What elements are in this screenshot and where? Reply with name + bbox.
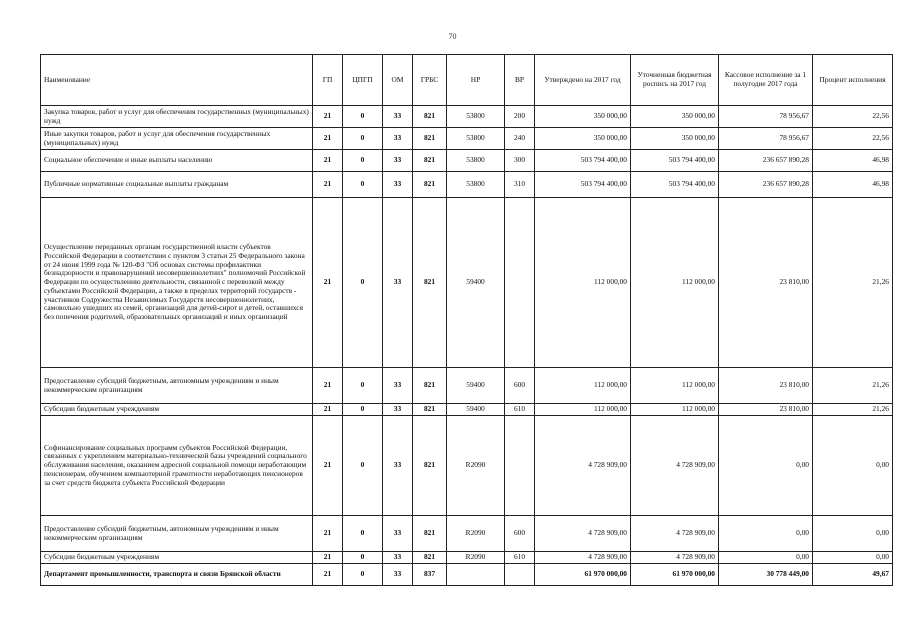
cell-grbs: 821 [413,404,447,416]
cell-approved: 4 728 909,00 [535,552,631,564]
cell-vr: 610 [505,552,535,564]
column-header-nr: НР [447,55,505,106]
cell-refined: 4 728 909,00 [631,416,719,516]
column-header-gp: ГП [313,55,343,106]
cell-approved: 350 000,00 [535,106,631,128]
cell-gp: 21 [313,516,343,552]
table-row [41,150,893,172]
cell-refined: 112 000,00 [631,198,719,368]
page-number: 70 [448,32,457,41]
cell-om: 33 [383,106,413,128]
table-row [41,106,893,128]
cell-om: 33 [383,172,413,198]
cell-om: 33 [383,416,413,516]
cell-cpgp: 0 [343,552,383,564]
cell-name: Социальное обеспечение и иные выплаты населению [41,150,313,172]
cell-percent: 49,67 [813,564,893,586]
cell-cash: 0,00 [719,516,813,552]
cell-vr: 310 [505,172,535,198]
cell-cpgp: 0 [343,416,383,516]
cell-grbs: 821 [413,150,447,172]
cell-gp: 21 [313,552,343,564]
cell-vr [505,416,535,516]
cell-nr: 59400 [447,368,505,404]
cell-refined: 350 000,00 [631,128,719,150]
cell-grbs: 821 [413,552,447,564]
cell-refined: 4 728 909,00 [631,516,719,552]
cell-vr: 600 [505,368,535,404]
column-header-cpgp: ЦПГП [343,55,383,106]
cell-name: Публичные нормативные социальные выплаты гражданам [41,172,313,198]
cell-cash: 23 810,00 [719,198,813,368]
cell-approved: 61 970 000,00 [535,564,631,586]
column-header-name: Наименование [41,55,313,106]
column-header-grbs: ГРБС [413,55,447,106]
cell-cpgp: 0 [343,368,383,404]
cell-cash: 236 657 890,28 [719,150,813,172]
cell-nr: 59400 [447,404,505,416]
cell-grbs: 821 [413,106,447,128]
cell-name: Предоставление субсидий бюджетным, автономным учреждениям и иным некоммерческим организациям [41,368,313,404]
cell-gp: 21 [313,416,343,516]
cell-refined: 112 000,00 [631,368,719,404]
cell-grbs: 821 [413,128,447,150]
table-row [41,368,893,404]
cell-nr: R2090 [447,516,505,552]
cell-om: 33 [383,564,413,586]
cell-nr: 53800 [447,106,505,128]
cell-vr: 200 [505,106,535,128]
budget-execution-table [40,54,893,586]
cell-gp: 21 [313,564,343,586]
column-header-approved: Утверждено на 2017 год [535,55,631,106]
cell-percent: 21,26 [813,198,893,368]
cell-approved: 350 000,00 [535,128,631,150]
cell-name: Субсидии бюджетным учреждениям [41,552,313,564]
cell-name: Софинансирование социальных программ субъектов Российской Федерации, связанных с укреплением материально-технической базы учреждений социального обслуживания населения, оказанием адресной социальной помощи неработающим пенсионерам, обучением компьютерной грамотности неработающих пенсионеров за счет средств бюджета субъекта Российской Федерации [41,416,313,516]
cell-cpgp: 0 [343,106,383,128]
cell-nr: R2090 [447,416,505,516]
cell-cash: 23 810,00 [719,368,813,404]
cell-name: Департамент промышленности, транспорта и связи Брянской области [41,564,313,586]
cell-cpgp: 0 [343,128,383,150]
cell-grbs: 821 [413,516,447,552]
table-row [41,198,893,368]
column-header-vr: ВР [505,55,535,106]
cell-vr [505,564,535,586]
cell-approved: 4 728 909,00 [535,416,631,516]
cell-cash: 236 657 890,28 [719,172,813,198]
cell-percent: 0,00 [813,416,893,516]
cell-gp: 21 [313,172,343,198]
cell-gp: 21 [313,198,343,368]
cell-nr: 53800 [447,172,505,198]
cell-approved: 503 794 400,00 [535,172,631,198]
cell-approved: 503 794 400,00 [535,150,631,172]
table-row [41,172,893,198]
cell-vr: 300 [505,150,535,172]
column-header-refined: Уточненная бюджетная роспись на 2017 год [631,55,719,106]
cell-refined: 112 000,00 [631,404,719,416]
cell-grbs: 821 [413,368,447,404]
cell-om: 33 [383,368,413,404]
cell-nr: 53800 [447,128,505,150]
column-header-percent: Процент исполнения [813,55,893,106]
cell-gp: 21 [313,128,343,150]
cell-cash: 30 778 449,00 [719,564,813,586]
cell-cash: 23 810,00 [719,404,813,416]
cell-grbs: 837 [413,564,447,586]
cell-cpgp: 0 [343,172,383,198]
table-row [41,404,893,416]
cell-percent: 46,98 [813,172,893,198]
cell-cash: 78 956,67 [719,128,813,150]
cell-refined: 61 970 000,00 [631,564,719,586]
cell-cpgp: 0 [343,198,383,368]
cell-cpgp: 0 [343,564,383,586]
table-header-row [41,55,893,106]
cell-om: 33 [383,552,413,564]
cell-cash: 0,00 [719,416,813,516]
cell-gp: 21 [313,368,343,404]
cell-gp: 21 [313,150,343,172]
cell-cpgp: 0 [343,150,383,172]
cell-approved: 112 000,00 [535,368,631,404]
cell-vr: 600 [505,516,535,552]
table-row [41,128,893,150]
cell-vr [505,198,535,368]
cell-gp: 21 [313,106,343,128]
cell-percent: 22,56 [813,128,893,150]
cell-vr: 240 [505,128,535,150]
cell-name: Осуществление переданных органам государственной власти субъектов Российской Федерации в соответствии с пунктом 3 статьи 25 Федерального закона от 24 июня 1999 года № 120-ФЗ "Об основах системы профилактики безнадзорности и правонарушений несовершеннолетних" полномочий Российской Федерации по осуществлению деятельности, связанной с перевозкой между субъектами Российской Федерации, а также в пределах территорий государств - участников Содружества Независимых Государств несовершеннолетних, самовольно ушедших из семей, организаций для детей-сирот и детей, оставшихся без попечения родителей, образовательных организаций и иных организаций [41,198,313,368]
cell-refined: 503 794 400,00 [631,150,719,172]
cell-om: 33 [383,198,413,368]
cell-percent: 21,26 [813,404,893,416]
cell-vr: 610 [505,404,535,416]
table-row [41,416,893,516]
table-row [41,552,893,564]
table-row [41,564,893,586]
cell-om: 33 [383,404,413,416]
cell-nr: 59400 [447,198,505,368]
cell-approved: 4 728 909,00 [535,516,631,552]
cell-approved: 112 000,00 [535,198,631,368]
cell-refined: 503 794 400,00 [631,172,719,198]
cell-name: Закупка товаров, работ и услуг для обеспечения государственных (муниципальных) нужд [41,106,313,128]
cell-nr [447,564,505,586]
column-header-om: ОМ [383,55,413,106]
cell-name: Предоставление субсидий бюджетным, автономным учреждениям и иным некоммерческим организациям [41,516,313,552]
cell-nr: R2090 [447,552,505,564]
cell-percent: 46,98 [813,150,893,172]
cell-approved: 112 000,00 [535,404,631,416]
cell-grbs: 821 [413,172,447,198]
cell-percent: 0,00 [813,552,893,564]
cell-grbs: 821 [413,198,447,368]
cell-nr: 53800 [447,150,505,172]
cell-percent: 21,26 [813,368,893,404]
cell-name: Иные закупки товаров, работ и услуг для обеспечения государственных (муниципальных) нужд [41,128,313,150]
cell-gp: 21 [313,404,343,416]
cell-cash: 78 956,67 [719,106,813,128]
cell-cpgp: 0 [343,404,383,416]
cell-name: Субсидии бюджетным учреждениям [41,404,313,416]
cell-grbs: 821 [413,416,447,516]
cell-om: 33 [383,150,413,172]
table-row [41,516,893,552]
cell-om: 33 [383,516,413,552]
cell-cpgp: 0 [343,516,383,552]
cell-percent: 0,00 [813,516,893,552]
cell-om: 33 [383,128,413,150]
column-header-cash: Кассовое исполнение за 1 полугодие 2017 года [719,55,813,106]
cell-percent: 22,56 [813,106,893,128]
cell-cash: 0,00 [719,552,813,564]
cell-refined: 350 000,00 [631,106,719,128]
cell-refined: 4 728 909,00 [631,552,719,564]
